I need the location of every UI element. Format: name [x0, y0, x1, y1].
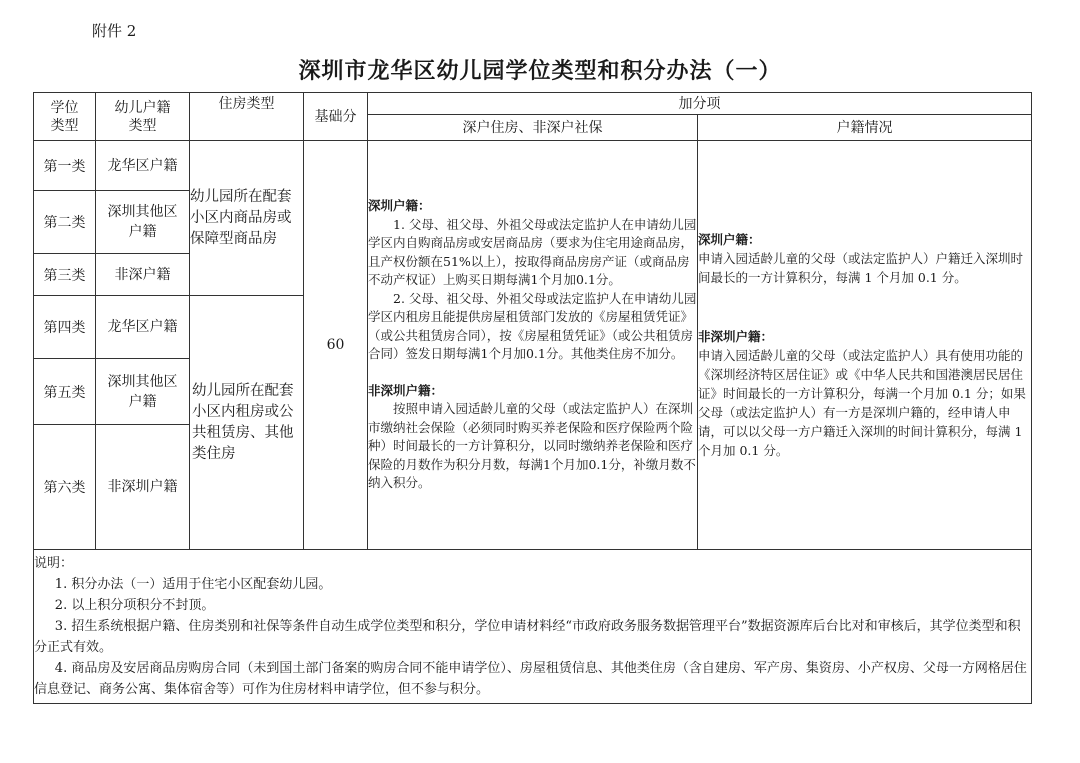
row-class-6: 第六类: [34, 425, 96, 550]
row-class-3: 第三类: [34, 254, 96, 296]
hukou-non-shenzhen-rule: 申请入园适龄儿童的父母（或法定监护人）具有使用功能的《深圳经济特区居住证》或《中华人民共和国港澳居民居住证》时间最长的一方计算积分，每满一个月加 0.1 分；如果父母（或法定监护人）有一方是深圳户籍的，经申请人申请，可以以父母一方户籍迁入深圳的时间计算积分，每满 1 个月加 0.1 分。: [698, 348, 1026, 458]
row-class-5: 第五类: [34, 359, 96, 425]
header-bonus: 加分项: [368, 93, 1032, 115]
note-item-1: 1. 积分办法（一）适用于住宅小区配套幼儿园。: [54, 577, 332, 592]
housing-non-shenzhen-title: 非深圳户籍：: [368, 382, 444, 398]
note-item-3: 3. 招生系统根据户籍、住房类别和社保等条件自动生成学位类型和积分，学位申请材料经“市政府政务服务数据管理平台”数据资源库后台比对和审核后，其学位类型和积分正式有效。: [34, 619, 1021, 655]
housing-shenzhen-rule-2: 2. 父母、祖父母、外祖父母或法定监护人在申请幼儿园学区内租房且能提供房屋租赁部门发放的《房屋租赁凭证》（或公共租赁房合同），按《房屋租赁凭证》（或公共租赁房合同）签发日期每满1个月加0.1分。其他类住房不加分。: [368, 290, 697, 362]
row-hukou-5: 深圳其他区 户籍: [96, 359, 190, 425]
row-class-4: 第四类: [34, 296, 96, 359]
note-item-2: 2. 以上积分项积分不封顶。: [54, 598, 215, 613]
hukou-shenzhen-title: 深圳户籍：: [698, 232, 761, 247]
notes-title: 说明：: [34, 556, 74, 571]
housing-non-shenzhen-rule: 按照申请入园适龄儿童的父母（或法定监护人）在深圳市缴纳社会保险（必须同时购买养老保险和医疗保险两个险种）时间最长的一方计算积分，以同时缴纳养老保险和医疗保险的月数作为积分月数，每满1个月加0.1分，补缴月数不纳入积分。: [368, 401, 696, 491]
housing-group-2: 幼儿园所在配套小区内租房或公共租赁房、其他类住房: [190, 296, 304, 550]
attachment-label: 附件 2: [92, 22, 137, 40]
base-score-value: 60: [304, 141, 368, 550]
row-hukou-4: 龙华区户籍: [96, 296, 190, 359]
housing-group-1: 幼儿园所在配套小区内商品房或保障型商品房: [190, 141, 304, 296]
row-hukou-3: 非深户籍: [96, 254, 190, 296]
row-hukou-6: 非深圳户籍: [96, 425, 190, 550]
row-hukou-2: 深圳其他区 户籍: [96, 191, 190, 254]
header-degree-type: 学位 类型: [34, 93, 96, 141]
housing-shenzhen-title: 深圳户籍：: [368, 198, 431, 214]
header-base-score: 基础分: [304, 93, 368, 141]
row-class-2: 第二类: [34, 191, 96, 254]
header-bonus-housing: 深户住房、非深户社保: [368, 115, 698, 141]
page-title: 深圳市龙华区幼儿园学位类型和积分办法（一）: [298, 58, 782, 84]
header-housing-type: 住房类型: [190, 93, 304, 141]
hukou-non-shenzhen-title: 非深圳户籍：: [698, 329, 774, 344]
notes-cell: [34, 550, 1032, 704]
housing-shenzhen-rule-1: 1. 父母、祖父母、外祖父母或法定监护人在申请幼儿园学区内自购商品房或安居商品房（要求为住宅用途商品房，且产权份额在51%以上），按取得商品房房产证（或商品房不动产权证）上购买日期每满1个月加0.1分。: [368, 216, 697, 288]
points-table: [33, 92, 1032, 704]
note-item-4: 4. 商品房及安居商品房购房合同（未到国土部门备案的购房合同不能申请学位）、房屋租赁信息、其他类住房（含自建房、军产房、集资房、小产权房、父母一方网格居住信息登记、商务公寓、集体宿舍等）可作为住房材料申请学位，但不参与积分。: [34, 661, 1027, 697]
bonus-housing-cell: [368, 141, 698, 550]
hukou-shenzhen-rule: 申请入园适龄儿童的父母（或法定监护人）户籍迁入深圳时间最长的一方计算积分，每满 1 个月加 0.1 分。: [698, 251, 1024, 285]
bonus-hukou-cell: [698, 141, 1032, 550]
header-hukou-type: 幼儿户籍 类型: [96, 93, 190, 141]
header-bonus-hukou: 户籍情况: [698, 115, 1032, 141]
row-hukou-1: 龙华区户籍: [96, 141, 190, 191]
row-class-1: 第一类: [34, 141, 96, 191]
